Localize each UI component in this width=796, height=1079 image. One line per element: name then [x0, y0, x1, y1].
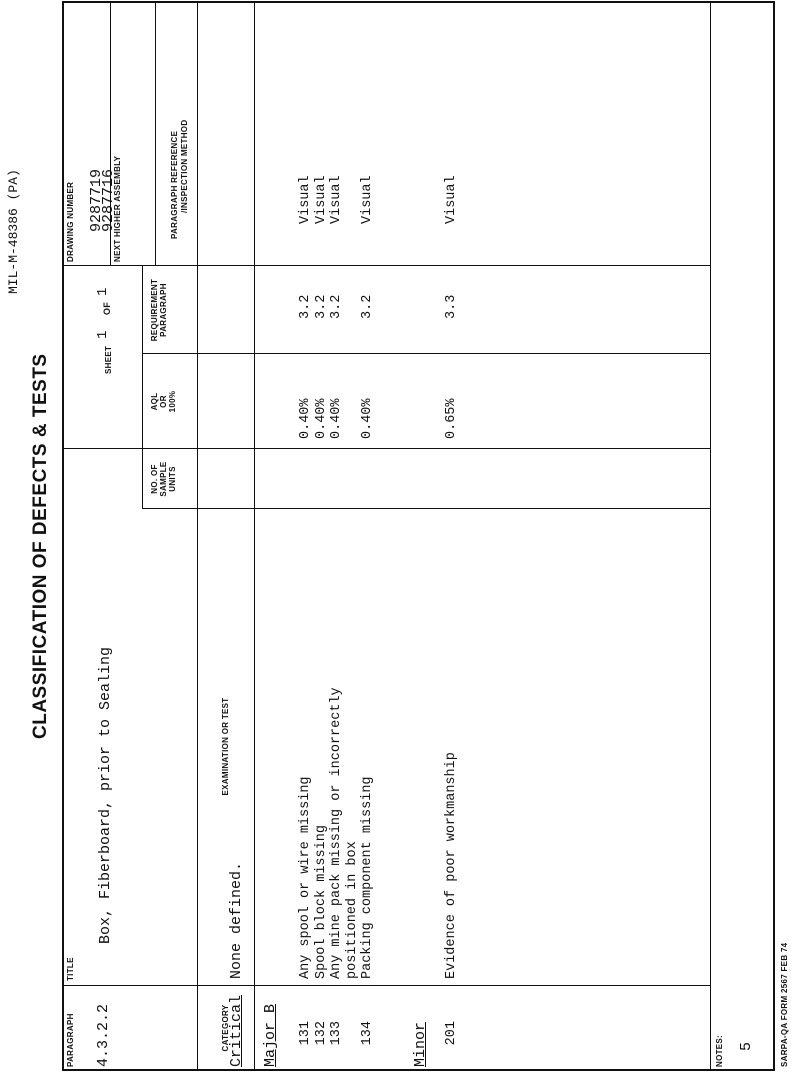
drawing-number-value: 9287719: [88, 168, 105, 232]
major-row-method: Visual: [298, 175, 313, 224]
form-footer: SARPA-QA FORM 2567 FEB 74: [780, 942, 789, 1067]
major-row-number: 134: [360, 1021, 375, 1046]
sheet-of: OF: [102, 301, 112, 315]
major-row-method: Visual: [329, 175, 344, 224]
title-value: Box, Fiberboard, prior to Sealing: [97, 646, 114, 944]
sample-header-line-1: NO. OF: [150, 464, 159, 494]
sheet-label: SHEET: [104, 345, 113, 374]
major-b-label: Major B: [262, 1003, 279, 1067]
title-label: TITLE: [66, 957, 75, 981]
aql-header-line-2: OR: [159, 395, 168, 408]
major-aql-values: [298, 398, 376, 439]
major-row-text: Spool block missing: [313, 825, 329, 979]
major-row-number: 132: [313, 1021, 329, 1046]
major-row-number: 131: [298, 1021, 313, 1046]
major-row-text: Packing component missing: [360, 776, 375, 979]
sheet-value: 1: [95, 330, 111, 339]
major-row-method: Visual: [313, 175, 329, 224]
minor-label: Minor: [412, 1021, 429, 1067]
major-row-number: [345, 1021, 361, 1067]
critical-text: None defined.: [228, 861, 245, 979]
exam-column-divider: [142, 508, 710, 509]
minor-row-method: Visual: [444, 175, 459, 224]
major-row-aql: 0.40%: [329, 398, 344, 439]
req-header-line-2: PARAGRAPH: [159, 283, 168, 337]
requirement-paragraph-header: [150, 268, 168, 352]
examination-header: EXAMINATION OR TEST: [221, 697, 230, 796]
header-row-divider: [197, 1, 198, 1071]
major-row-req: 3.2: [313, 294, 329, 319]
major-method-values: [298, 175, 376, 224]
major-row-req: [345, 295, 361, 319]
document-id: MIL-M-48386 (PA): [6, 169, 21, 294]
minor-row-req: 3.3: [444, 294, 459, 319]
notes-label: NOTES:: [715, 1034, 724, 1067]
next-higher-assembly-value: 9287716: [100, 168, 117, 232]
paragraph-label: PARAGRAPH: [66, 1013, 75, 1067]
sheet-drawing-divider: [62, 265, 710, 266]
drawing-number-label: DRAWING NUMBER: [66, 181, 75, 262]
major-row-req: 3.2: [298, 294, 313, 319]
major-defect-descriptions: [298, 687, 376, 979]
aql-header-line-3: 100%: [168, 390, 177, 413]
major-row-number: 133: [329, 1021, 344, 1046]
minor-row-number: 201: [444, 1021, 459, 1046]
page-number: 5: [738, 1041, 755, 1051]
form-title: CLASSIFICATION OF DEFECTS & TESTS: [30, 353, 51, 739]
aql-column-divider: [142, 353, 710, 354]
assembly-divider: [155, 1, 156, 266]
sample-header-line-2: SAMPLE: [159, 461, 168, 497]
major-row-req: 3.2: [360, 294, 375, 319]
paragraph-reference-header: [170, 120, 190, 239]
aql-header-line-1: AQL: [150, 392, 159, 411]
major-row-text: Any spool or wire missing: [298, 776, 313, 979]
major-row-text: positioned in box: [344, 841, 360, 979]
critical-label: Critical: [228, 994, 245, 1067]
major-row-aql: 0.40%: [360, 398, 375, 439]
major-row-aql: 0.40%: [313, 398, 329, 439]
major-row-method: [345, 175, 361, 224]
aql-header: [150, 356, 177, 447]
ref-header-line-1: PARAGRAPH REFERENCE: [170, 130, 179, 239]
minor-row-aql: 0.65%: [444, 398, 459, 439]
req-header-line-1: REQUIREMENT: [150, 278, 159, 342]
paragraph-column-divider: [62, 985, 710, 986]
notes-divider: [710, 1, 711, 1071]
form-border: [62, 1, 775, 1071]
major-row-aql: 0.40%: [298, 398, 313, 439]
major-defect-numbers: [298, 989, 376, 1067]
sample-header-top: [142, 266, 143, 509]
sheet-total: 1: [95, 287, 111, 296]
sample-header-line-3: UNITS: [168, 466, 177, 492]
major-row-req: 3.2: [329, 294, 344, 319]
next-higher-assembly-label: NEXT HIGHER ASSEMBLY: [113, 155, 122, 262]
category-header: CATEGORY: [221, 1004, 230, 1052]
major-row-text: Any mine pack missing or incorrectly: [329, 687, 344, 979]
title-sheet-divider: [62, 448, 710, 449]
category-header-rule: [254, 866, 255, 1071]
major-requirement-values: [298, 295, 376, 319]
paragraph-value: 4.3.2.2: [95, 1003, 112, 1067]
major-row-aql: [345, 398, 361, 439]
major-row-method: Visual: [360, 175, 375, 224]
sample-units-header: [150, 451, 177, 507]
ref-header-line-2: /INSPECTION METHOD: [180, 119, 189, 213]
minor-row-text: Evidence of poor workmanship: [444, 752, 459, 979]
